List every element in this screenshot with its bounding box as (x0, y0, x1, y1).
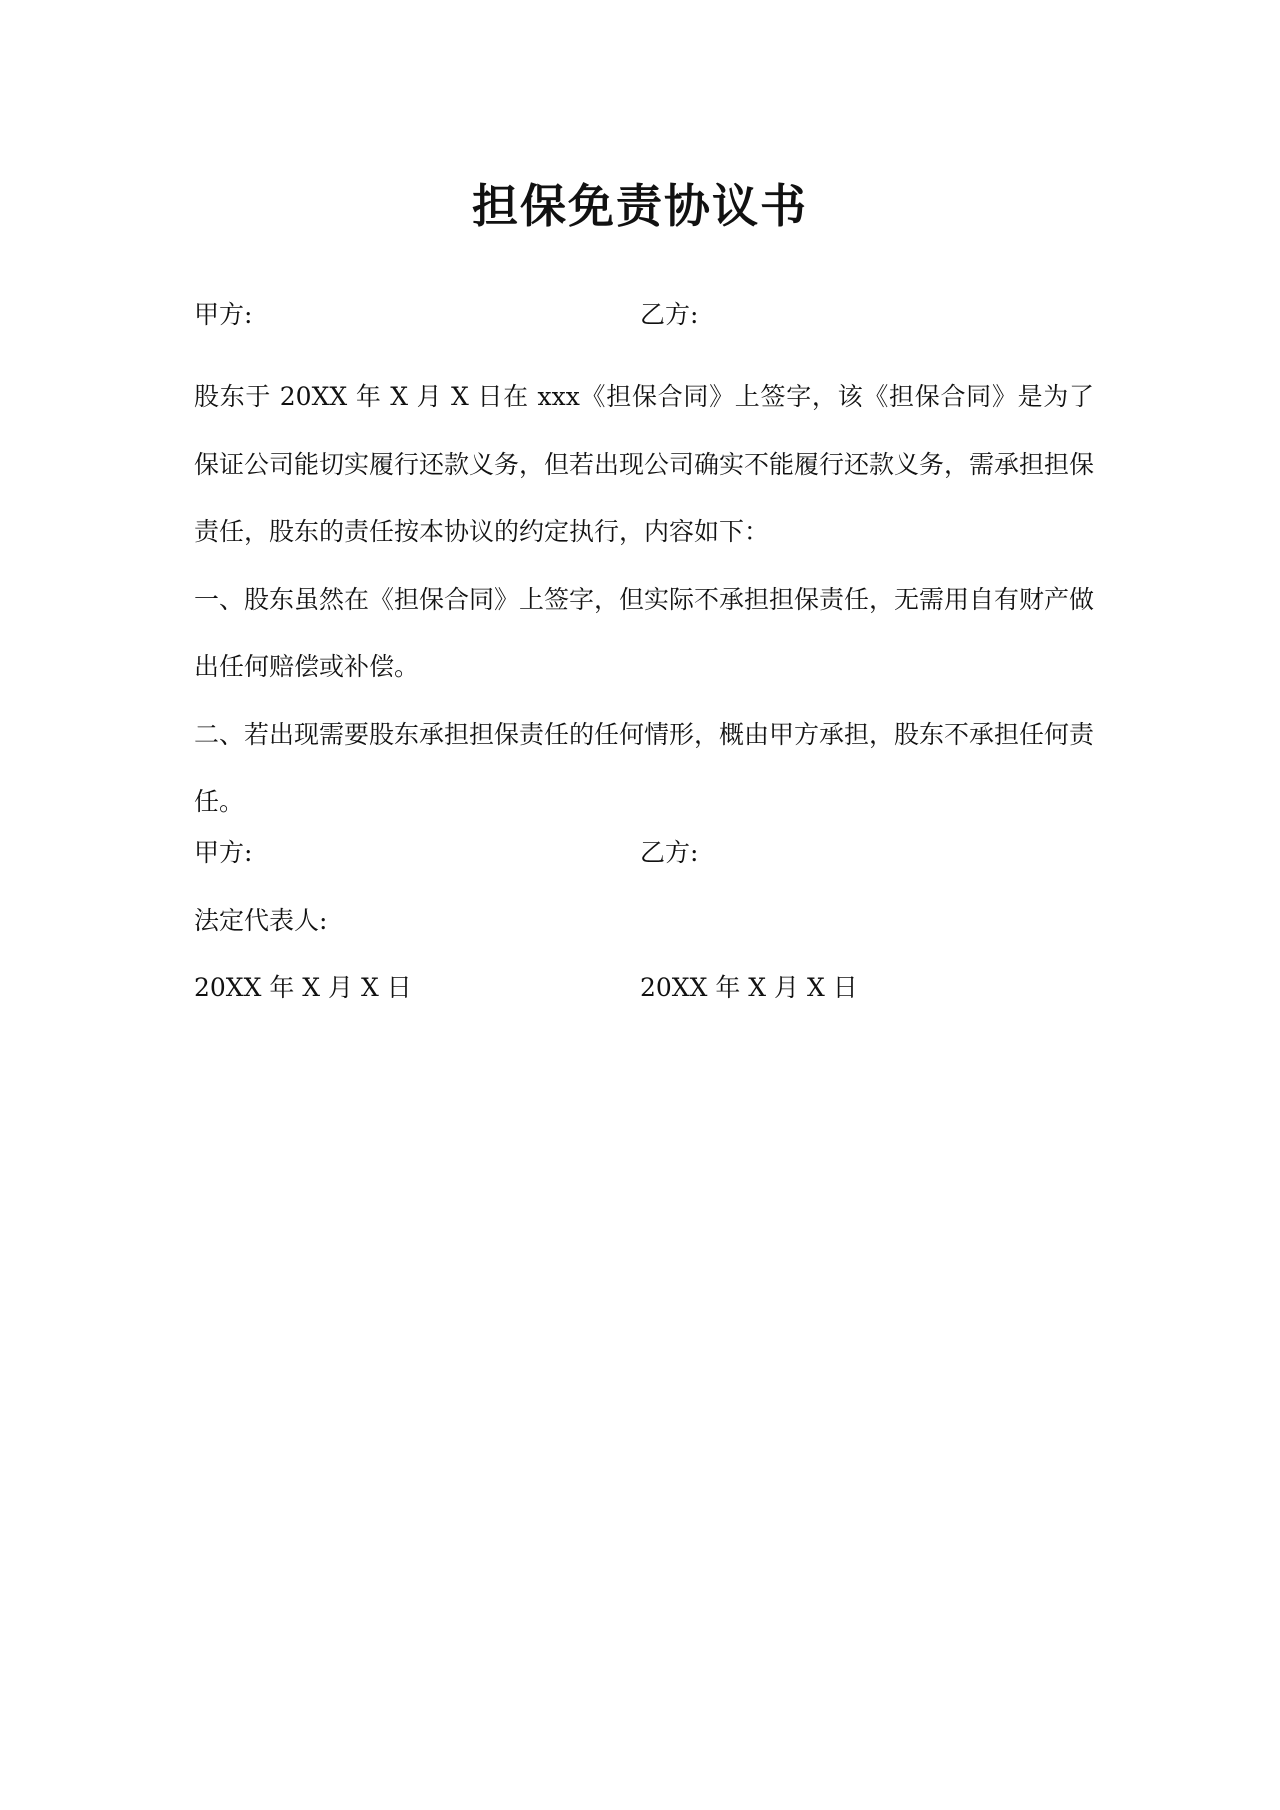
document-title: 担保免责协议书 (472, 179, 808, 233)
clause-2: 二、若出现需要股东承担担保责任的任何情形，概由甲方承担，股东不承担任何责任。 (194, 719, 1095, 816)
intro-paragraph: 股东于 20XX 年 X 月 X 日在 xxx《担保合同》上签字，该《担保合同》是为了保证公司能切实履行还款义务，但若出现公司确实不能履行还款义务，需承担担保责任，股东的责任按本协议的约定执行，内容如下： (194, 382, 1095, 546)
date-party-a: 20XX 年 X 月 X 日 (194, 973, 412, 1002)
clause-1: 一、股东虽然在《担保合同》上签字，但实际不承担担保责任，无需用自有财产做出任何赔偿或补偿。 (194, 584, 1095, 681)
agreement-body (194, 363, 1094, 836)
date-party-b: 20XX 年 X 月 X 日 (640, 973, 858, 1002)
header-party-a-label: 甲方: (194, 300, 253, 329)
sign-party-b-label: 乙方: (640, 838, 699, 867)
legal-representative-label: 法定代表人: (194, 906, 328, 935)
header-party-b-label: 乙方: (640, 300, 699, 329)
sign-party-a-label: 甲方: (194, 838, 253, 867)
